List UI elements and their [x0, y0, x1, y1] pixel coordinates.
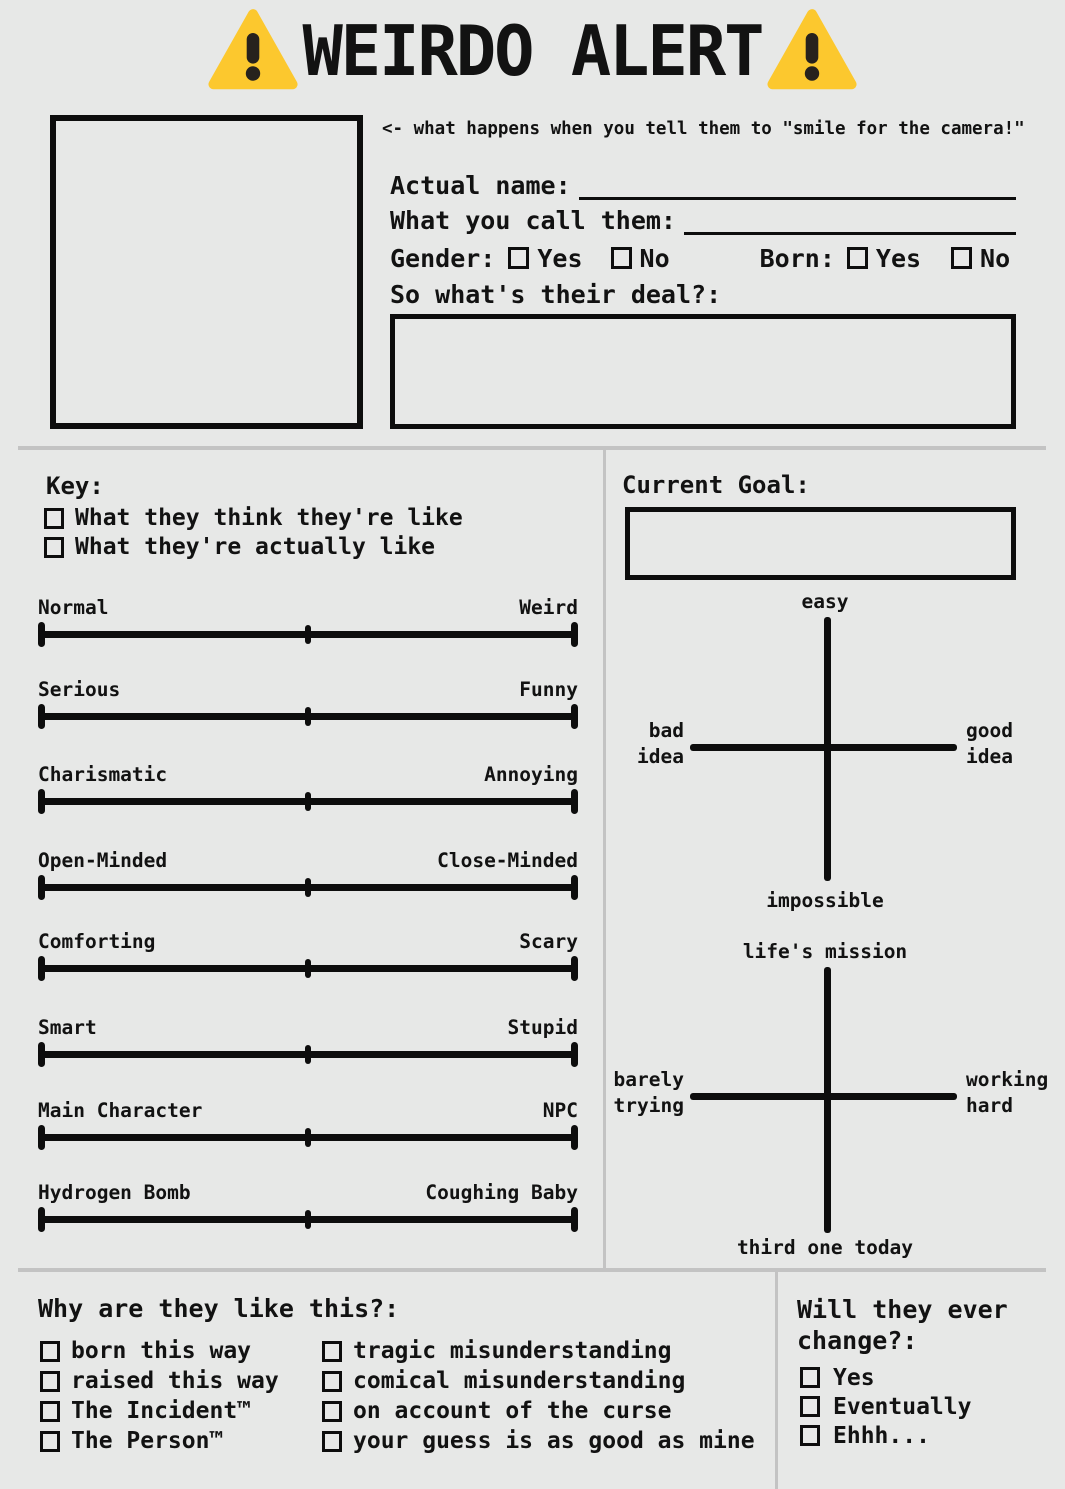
photo-box[interactable]: [50, 115, 363, 429]
key-think-checkbox[interactable]: [44, 508, 64, 529]
gender-label: Gender:: [390, 243, 496, 273]
call-them-input[interactable]: [684, 210, 1016, 235]
gender-no-label: No: [639, 243, 670, 273]
born-no-label: No: [980, 243, 1011, 273]
axis-top-label: easy: [801, 590, 849, 613]
call-them-label: What you call them:: [390, 206, 676, 235]
actual-name-label: Actual name:: [390, 171, 571, 200]
change-checkbox[interactable]: [800, 1425, 820, 1446]
slider-smart-stupid: [38, 1016, 578, 1068]
slider-right-label: Weird: [519, 596, 578, 619]
slider-comforting-scary: [38, 930, 578, 982]
why-option-comical-misunderstanding: comical misunderstanding: [322, 1366, 760, 1396]
deal-textbox[interactable]: [390, 314, 1016, 429]
why-checkbox[interactable]: [40, 1401, 60, 1422]
slider-right-label: Stupid: [507, 1016, 578, 1039]
key-actually-checkbox[interactable]: [44, 537, 64, 558]
axis-horizontal-line: [690, 744, 957, 751]
actual-name-row: [390, 171, 1016, 200]
gender-yes-checkbox[interactable]: [508, 247, 529, 269]
divider-vertical-bottom: [775, 1272, 778, 1489]
why-checkbox[interactable]: [322, 1341, 342, 1362]
slider-right-label: Funny: [519, 678, 578, 701]
slider-left-label: Charismatic: [38, 763, 168, 786]
axis-horizontal-line: [690, 1093, 957, 1100]
why-option-tragic-misunderstanding: tragic misunderstanding: [322, 1336, 760, 1366]
slider-left-label: Open-Minded: [38, 849, 168, 872]
slider-right-label: Annoying: [484, 763, 578, 786]
why-checkbox[interactable]: [322, 1431, 342, 1452]
slider-left-label: Comforting: [38, 930, 156, 953]
change-heading: Will they ever change?:: [797, 1295, 1008, 1355]
slider-track[interactable]: [38, 1125, 578, 1151]
slider-left-label: Normal: [38, 596, 109, 619]
slider-charismatic-annoying: [38, 763, 578, 815]
axis-vertical-line: [824, 967, 831, 1233]
gender-no-checkbox[interactable]: [611, 247, 632, 269]
born-yes-label: Yes: [875, 243, 922, 273]
slider-track[interactable]: [38, 704, 578, 730]
axis-right-label: good idea: [966, 719, 1013, 768]
key-actually-label: What they're actually like: [75, 534, 436, 560]
goal-axis-chart-effort[interactable]: [604, 940, 1049, 1270]
slider-right-label: Coughing Baby: [425, 1181, 578, 1204]
why-checkbox[interactable]: [40, 1341, 60, 1362]
gender-born-row: [390, 243, 1016, 273]
slider-left-label: Hydrogen Bomb: [38, 1181, 191, 1204]
slider-track[interactable]: [38, 1042, 578, 1068]
change-checkbox[interactable]: [800, 1367, 820, 1388]
slider-track[interactable]: [38, 789, 578, 815]
key-option-actually: [44, 534, 435, 560]
key-think-label: What they think they're like: [75, 505, 463, 531]
born-no-checkbox[interactable]: [951, 247, 972, 269]
why-option-the-curse: on account of the curse: [322, 1396, 760, 1426]
page-header: [0, 6, 1065, 96]
current-goal-textbox[interactable]: [625, 507, 1016, 580]
slider-track[interactable]: [38, 875, 578, 901]
slider-track[interactable]: [38, 622, 578, 648]
slider-right-label: Scary: [519, 930, 578, 953]
change-checkbox[interactable]: [800, 1396, 820, 1417]
page-title: WEIRDO ALERT: [302, 10, 763, 92]
slider-normal-weird: [38, 596, 578, 648]
change-option-yes: Yes: [800, 1363, 971, 1392]
slider-right-label: NPC: [542, 1099, 578, 1122]
axis-left-label: barely trying: [613, 1068, 684, 1117]
axis-bottom-label: third one today: [736, 1236, 914, 1259]
goal-axis-chart-difficulty[interactable]: [604, 590, 1046, 922]
slider-track[interactable]: [38, 1207, 578, 1233]
why-options: [40, 1336, 760, 1456]
axis-left-label: bad idea: [637, 719, 684, 768]
slider-track[interactable]: [38, 956, 578, 982]
slider-hydrogenbomb-coughingbaby: [38, 1181, 578, 1233]
why-option-raised-this-way: raised this way: [40, 1366, 322, 1396]
key-heading: Key:: [46, 472, 104, 500]
slider-left-label: Main Character: [38, 1099, 203, 1122]
why-option-your-guess: your guess is as good as mine: [322, 1426, 760, 1456]
why-checkbox[interactable]: [322, 1371, 342, 1392]
why-option-born-this-way: born this way: [40, 1336, 322, 1366]
slider-left-label: Smart: [38, 1016, 97, 1039]
gender-yes-label: Yes: [537, 243, 583, 273]
why-checkbox[interactable]: [322, 1401, 342, 1422]
why-checkbox[interactable]: [40, 1371, 60, 1392]
actual-name-input[interactable]: [579, 175, 1016, 200]
slider-openminded-closeminded: [38, 849, 578, 901]
change-option-eventually: Eventually: [800, 1392, 971, 1421]
slider-maincharacter-npc: [38, 1099, 578, 1151]
change-options: [800, 1363, 971, 1450]
divider-horizontal-top: [18, 446, 1046, 450]
call-them-row: [390, 206, 1016, 235]
change-option-ehhh: Ehhh...: [800, 1421, 971, 1450]
why-checkbox[interactable]: [40, 1431, 60, 1452]
axis-bottom-label: impossible: [766, 889, 884, 912]
deal-label: So what's their deal?:: [390, 280, 722, 309]
warning-icon: [208, 6, 298, 96]
born-label: Born:: [759, 243, 835, 273]
warning-icon: [767, 6, 857, 96]
current-goal-heading: Current Goal:: [622, 471, 810, 499]
born-yes-checkbox[interactable]: [847, 247, 868, 269]
why-option-the-person: The Person™: [40, 1426, 322, 1456]
slider-right-label: Close-Minded: [437, 849, 578, 872]
slider-left-label: Serious: [38, 678, 121, 701]
axis-right-label: working hard: [966, 1068, 1049, 1117]
key-option-think: [44, 505, 463, 531]
why-option-the-incident: The Incident™: [40, 1396, 322, 1426]
why-heading: Why are they like this?:: [38, 1294, 400, 1323]
slider-serious-funny: [38, 678, 578, 730]
axis-top-label: life's mission: [742, 940, 908, 963]
photo-caption: <- what happens when you tell them to "smile for the camera!": [382, 119, 1025, 139]
